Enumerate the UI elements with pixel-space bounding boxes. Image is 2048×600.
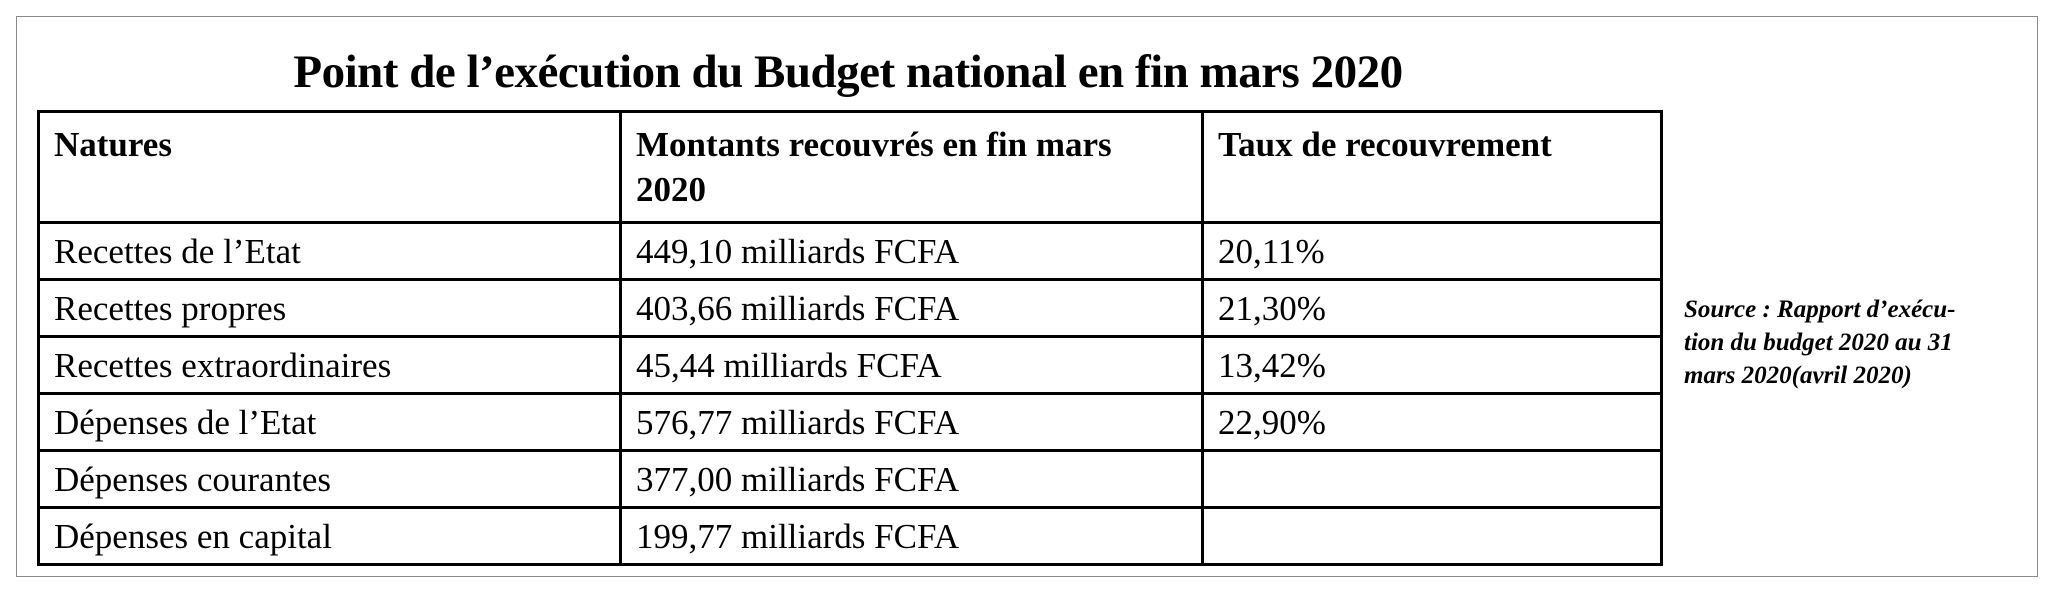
cell-montant: 377,00 milliards FCFA: [621, 451, 1203, 508]
cell-nature: Recettes propres: [39, 280, 621, 337]
cell-nature: Dépenses en capital: [39, 508, 621, 565]
cell-taux: 13,42%: [1203, 337, 1662, 394]
cell-montant: 45,44 milliards FCFA: [621, 337, 1203, 394]
source-line: tion du budget 2020 au 31: [1684, 329, 1953, 356]
cell-montant: 403,66 milliards FCFA: [621, 280, 1203, 337]
cell-taux: [1203, 451, 1662, 508]
table-header-row: [39, 112, 1662, 223]
cell-nature: Recettes extraordinaires: [39, 337, 621, 394]
table-row: [39, 451, 1662, 508]
cell-taux: 21,30%: [1203, 280, 1662, 337]
cell-taux: 22,90%: [1203, 394, 1662, 451]
table-row: [39, 394, 1662, 451]
page-title: Point de l’exécution du Budget national en fin mars 2020: [293, 46, 1403, 98]
cell-nature: Dépenses courantes: [39, 451, 621, 508]
table-row: [39, 223, 1662, 280]
table-row: [39, 508, 1662, 565]
cell-taux: 20,11%: [1203, 223, 1662, 280]
header-natures: Natures: [39, 112, 621, 223]
budget-table: [37, 110, 1663, 566]
cell-taux: [1203, 508, 1662, 565]
header-montants: Montants recouvrés en fin mars 2020: [621, 112, 1203, 223]
source-note: [1684, 293, 2014, 392]
cell-montant: 449,10 milliards FCFA: [621, 223, 1203, 280]
source-line: Source : Rapport d’exécu-: [1684, 296, 1956, 323]
cell-nature: Dépenses de l’Etat: [39, 394, 621, 451]
source-line: mars 2020(avril 2020): [1684, 362, 1912, 389]
table-row: [39, 280, 1662, 337]
header-taux: Taux de recouvrement: [1203, 112, 1662, 223]
cell-nature: Recettes de l’Etat: [39, 223, 621, 280]
cell-montant: 199,77 milliards FCFA: [621, 508, 1203, 565]
cell-montant: 576,77 milliards FCFA: [621, 394, 1203, 451]
table-row: [39, 337, 1662, 394]
